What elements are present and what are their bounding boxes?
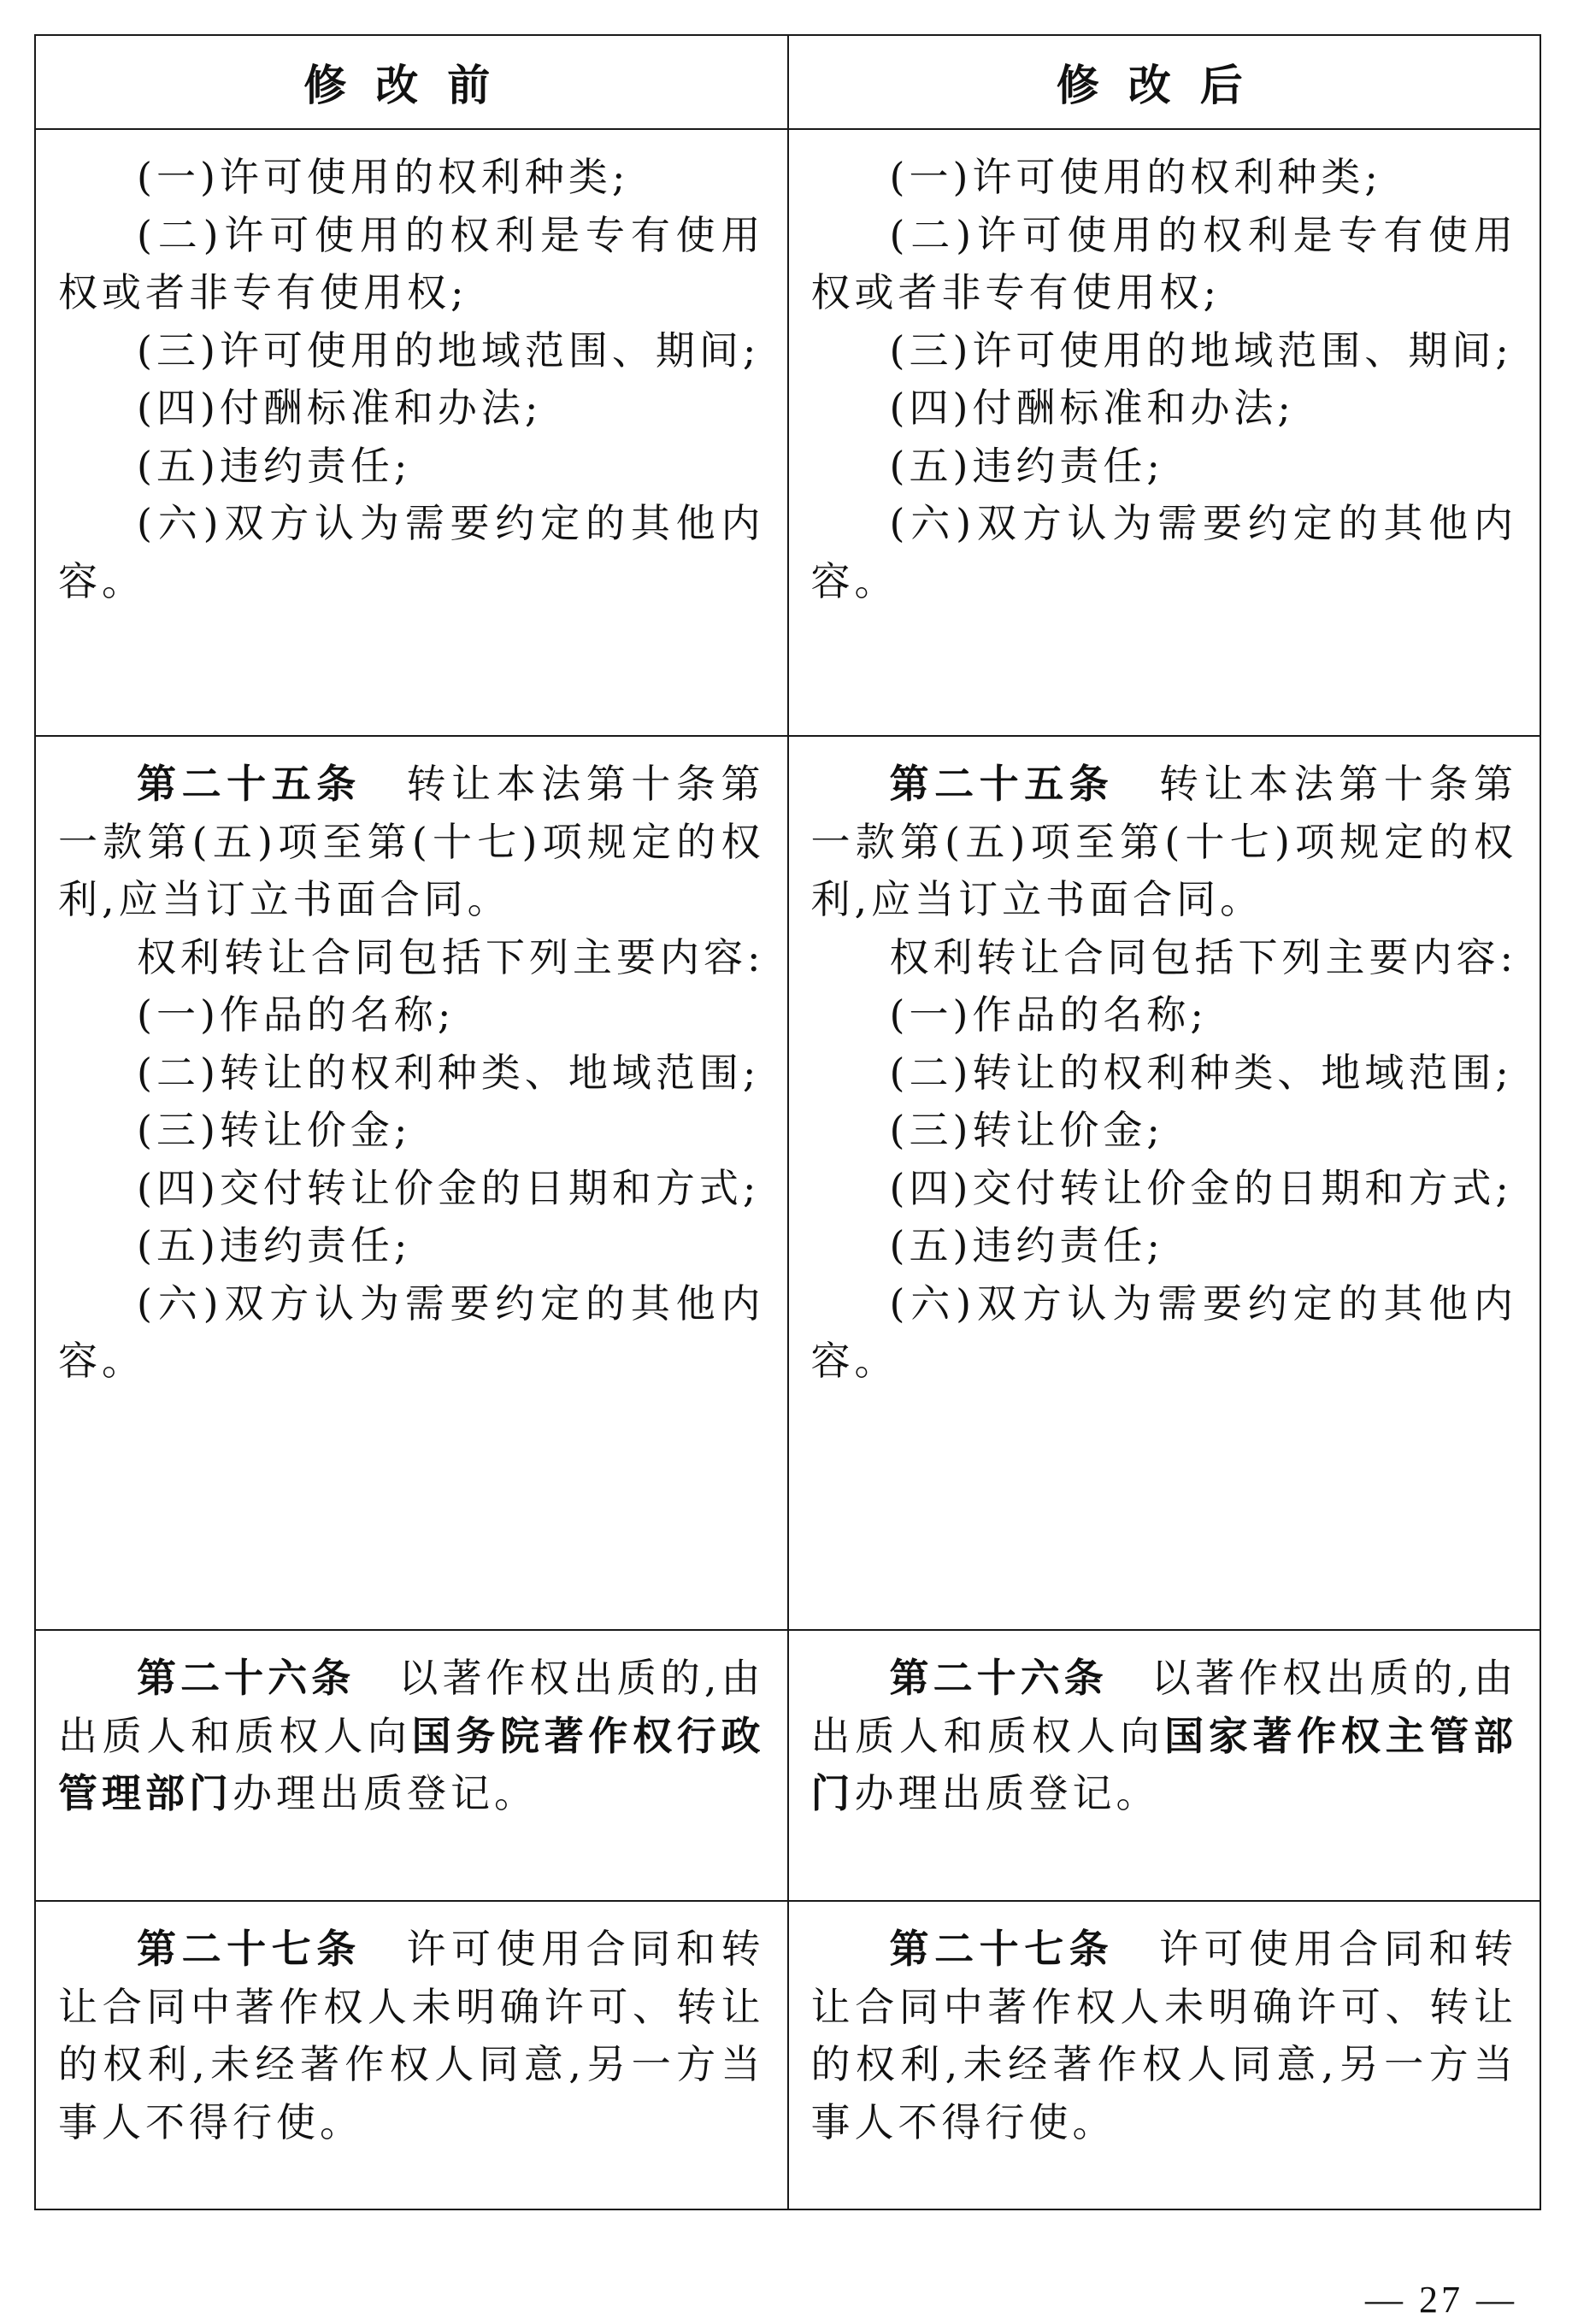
row1-before bbox=[35, 129, 788, 736]
clause: (四)交付转让价金的日期和方式; bbox=[137, 1164, 761, 1211]
clause: (三)转让价金; bbox=[137, 1107, 412, 1153]
clause: 办理出质登记。 bbox=[854, 1770, 1160, 1816]
clause: (五)违约责任; bbox=[889, 442, 1164, 489]
clause: 许可使用合同和转让合同中著作权人未明确许可、转让的权利,未经著作权人同意,另一方当事人不得行使。 bbox=[58, 1926, 765, 2145]
header-after: 修改后 bbox=[788, 35, 1541, 129]
row1-after bbox=[788, 129, 1541, 736]
clause: (一)作品的名称; bbox=[889, 991, 1208, 1038]
page-number: — 27 — bbox=[1365, 2279, 1517, 2321]
clause: (五)违约责任; bbox=[137, 1222, 412, 1268]
row3-before bbox=[35, 1630, 788, 1901]
clause: 转让本法第十条第一款第(五)项至第(十七)项规定的权利,应当订立书面合同。 bbox=[810, 761, 1518, 922]
row4-before bbox=[35, 1901, 788, 2209]
clause: (一)作品的名称; bbox=[137, 991, 456, 1038]
clause: (一)许可使用的权利种类; bbox=[889, 154, 1382, 200]
row4-after bbox=[788, 1901, 1541, 2209]
clause: (二)转让的权利种类、地域范围; bbox=[137, 1049, 761, 1096]
clause: (三)许可使用的地域范围、期间; bbox=[889, 327, 1513, 374]
clause: 以著作权出质的,由出质人和质权人向 bbox=[810, 1655, 1517, 1759]
article-title: 第二十七条 bbox=[889, 1926, 1115, 1972]
comparison-table bbox=[34, 34, 1541, 2210]
clause: (一)许可使用的权利种类; bbox=[137, 154, 630, 200]
amended-text: 国家著作权主管部门 bbox=[810, 1712, 1518, 1816]
article-title: 第二十六条 bbox=[137, 1655, 356, 1701]
row3-after bbox=[788, 1630, 1541, 1901]
clause: (五)违约责任; bbox=[889, 1222, 1164, 1268]
clause: 转让本法第十条第一款第(五)项至第(十七)项规定的权利,应当订立书面合同。 bbox=[58, 761, 765, 922]
clause: (四)交付转让价金的日期和方式; bbox=[889, 1164, 1513, 1211]
row2-before bbox=[35, 736, 788, 1630]
clause: (六)双方认为需要约定的其他内容。 bbox=[810, 500, 1517, 604]
article-title: 第二十六条 bbox=[889, 1655, 1108, 1701]
clause: (六)双方认为需要约定的其他内容。 bbox=[810, 1280, 1517, 1384]
clause: (二)许可使用的权利是专有使用权或者非专有使用权; bbox=[58, 211, 765, 315]
row2-after bbox=[788, 736, 1541, 1630]
amended-text: 国务院著作权行政管理部门 bbox=[58, 1712, 765, 1816]
clause: (二)转让的权利种类、地域范围; bbox=[889, 1049, 1513, 1096]
clause: (六)双方认为需要约定的其他内容。 bbox=[58, 1280, 765, 1384]
header-before: 修改前 bbox=[35, 35, 788, 129]
clause: (五)违约责任; bbox=[137, 442, 412, 489]
clause: 权利转让合同包括下列主要内容: bbox=[889, 933, 1517, 980]
clause: (四)付酬标准和办法; bbox=[889, 385, 1295, 431]
clause: 以著作权出质的,由出质人和质权人向 bbox=[58, 1655, 765, 1759]
clause: 权利转让合同包括下列主要内容: bbox=[137, 933, 765, 980]
clause: 办理出质登记。 bbox=[233, 1770, 538, 1816]
clause: 许可使用合同和转让合同中著作权人未明确许可、转让的权利,未经著作权人同意,另一方当事人不得行使。 bbox=[810, 1926, 1518, 2145]
article-title: 第二十七条 bbox=[137, 1926, 362, 1972]
clause: (六)双方认为需要约定的其他内容。 bbox=[58, 500, 765, 604]
article-title: 第二十五条 bbox=[889, 761, 1115, 807]
article-title: 第二十五条 bbox=[137, 761, 362, 807]
clause: (三)转让价金; bbox=[889, 1107, 1164, 1153]
clause: (四)付酬标准和办法; bbox=[137, 385, 543, 431]
clause: (二)许可使用的权利是专有使用权或者非专有使用权; bbox=[810, 211, 1517, 315]
clause: (三)许可使用的地域范围、期间; bbox=[137, 327, 761, 374]
